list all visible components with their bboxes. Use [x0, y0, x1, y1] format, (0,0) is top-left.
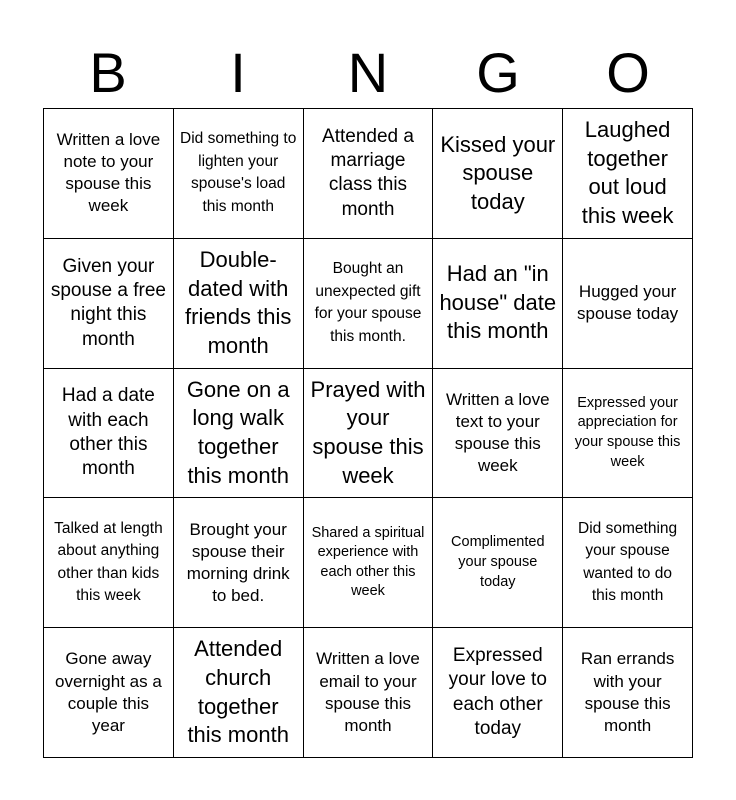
bingo-cell: Laughed together out loud this week: [563, 109, 693, 239]
bingo-cell: Had an "in house" date this month: [433, 239, 563, 369]
bingo-cell: Written a love email to your spouse this month: [304, 628, 434, 758]
bingo-cell: Expressed your love to each other today: [433, 628, 563, 758]
bingo-cell: Hugged your spouse today: [563, 239, 693, 369]
bingo-grid: [43, 108, 693, 758]
header-letter-o: O: [606, 41, 650, 104]
header-letter-i: I: [230, 41, 246, 104]
bingo-cell: Expressed your appreciation for your spouse this week: [563, 369, 693, 499]
bingo-cell: Attended a marriage class this month: [304, 109, 434, 239]
header-letter-g: G: [476, 41, 520, 104]
bingo-cell: Talked at length about anything other than kids this week: [44, 498, 174, 628]
bingo-cell: Did something your spouse wanted to do this month: [563, 498, 693, 628]
bingo-cell: Brought your spouse their morning drink to bed.: [174, 498, 304, 628]
bingo-cell: Double-dated with friends this month: [174, 239, 304, 369]
bingo-cell: Did something to lighten your spouse's load this month: [174, 109, 304, 239]
bingo-cell: Complimented your spouse today: [433, 498, 563, 628]
header-letter-b: B: [89, 41, 127, 104]
bingo-cell: Prayed with your spouse this week: [304, 369, 434, 499]
bingo-cell: Shared a spiritual experience with each other this week: [304, 498, 434, 628]
bingo-cell: Had a date with each other this month: [44, 369, 174, 499]
bingo-cell: Given your spouse a free night this month: [44, 239, 174, 369]
bingo-cell: Kissed your spouse today: [433, 109, 563, 239]
bingo-cell: Written a love note to your spouse this week: [44, 109, 174, 239]
bingo-cell: Gone away overnight as a couple this year: [44, 628, 174, 758]
bingo-cell: Gone on a long walk together this month: [174, 369, 304, 499]
bingo-header: [43, 40, 693, 106]
bingo-cell: Ran errands with your spouse this month: [563, 628, 693, 758]
header-letter-n: N: [347, 41, 389, 104]
bingo-cell: Attended church together this month: [174, 628, 304, 758]
bingo-cell: Bought an unexpected gift for your spouse this month.: [304, 239, 434, 369]
bingo-cell: Written a love text to your spouse this week: [433, 369, 563, 499]
